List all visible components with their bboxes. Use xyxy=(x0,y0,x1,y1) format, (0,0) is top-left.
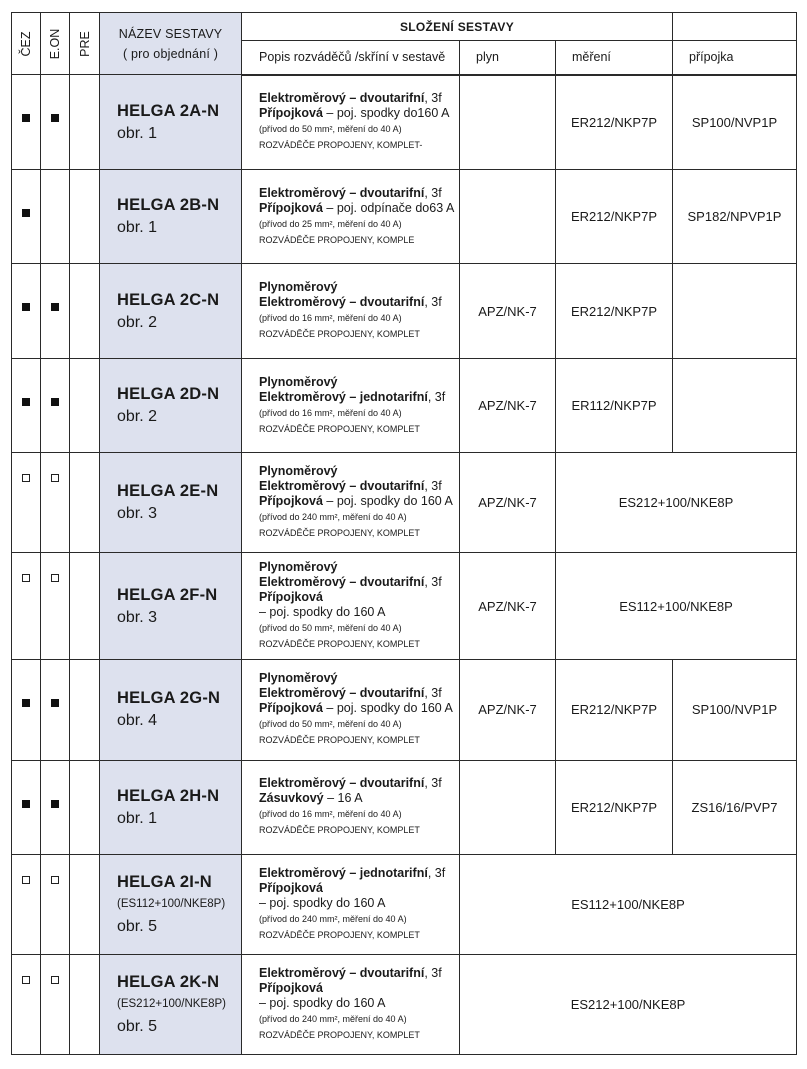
connection-value: SP182/NPVP1P xyxy=(673,170,797,264)
description-text: (přívod do 50 mm², měření do 40 A) xyxy=(259,124,402,135)
assembly-subtitle: (ES112+100/NKE8P) xyxy=(117,897,226,910)
mark-eon xyxy=(41,553,70,659)
mark-eon xyxy=(41,954,70,1054)
description-text: , 3f xyxy=(424,575,442,589)
description-line xyxy=(259,822,459,838)
assembly-name xyxy=(100,453,242,553)
description-line xyxy=(259,201,459,216)
combined-value: ES212+100/NKE8P xyxy=(556,453,797,553)
description-line xyxy=(259,776,459,791)
figure-ref: obr. 5 xyxy=(117,917,158,935)
header-description: Popis rozváděčů /skříní v sestavě xyxy=(242,41,460,75)
mark-pre xyxy=(70,760,100,854)
description-text: – poj. spodky do 160 A xyxy=(259,605,386,619)
description-line xyxy=(259,575,459,590)
description-text: , 3f xyxy=(427,865,446,880)
description xyxy=(242,954,460,1054)
description-bold: Přípojková xyxy=(259,494,323,509)
mark-pre xyxy=(70,264,100,359)
assembly-title: HELGA 2H-N xyxy=(117,786,220,805)
mark-pre xyxy=(70,170,100,264)
mark-pre xyxy=(70,75,100,170)
mark-cez xyxy=(12,453,41,553)
description-text: – poj. odpínače do63 A xyxy=(322,200,455,215)
description-bold: Přípojková xyxy=(259,106,323,121)
mark-cez xyxy=(12,954,41,1054)
description-line xyxy=(259,494,459,509)
assembly-name xyxy=(100,553,242,659)
description-text: (přívod do 16 mm², měření do 40 A) xyxy=(259,313,402,324)
connection-value: SP100/NVP1P xyxy=(673,75,797,170)
description-line xyxy=(259,479,459,494)
table-row xyxy=(12,75,797,170)
description-line xyxy=(259,310,459,326)
mark-eon xyxy=(41,453,70,553)
description-line xyxy=(259,216,459,232)
description-text: – poj. spodky do 160 A xyxy=(259,895,386,910)
header-eon: E.ON xyxy=(41,13,70,75)
assembly-name xyxy=(100,75,242,170)
assembly-title: HELGA 2B-N xyxy=(117,196,220,215)
figure-ref: obr. 1 xyxy=(117,124,158,142)
mark-cez xyxy=(12,264,41,359)
filled-square-icon xyxy=(22,398,30,406)
assembly-title: HELGA 2G-N xyxy=(117,689,221,708)
header-meter: měření xyxy=(556,41,673,75)
table-row xyxy=(12,760,797,854)
description-bold: Elektroměrový – dvoutarifní xyxy=(259,91,425,106)
assembly-title: HELGA 2D-N xyxy=(117,385,220,404)
gas-value: APZ/NK-7 xyxy=(460,264,556,359)
description-line xyxy=(259,896,459,911)
gas-value: APZ/NK-7 xyxy=(460,453,556,553)
table-row xyxy=(12,854,797,954)
meter-value: ER212/NKP7P xyxy=(556,170,673,264)
mark-cez xyxy=(12,553,41,659)
figure-ref: obr. 5 xyxy=(117,1017,158,1035)
description-text: , 3f xyxy=(424,965,442,980)
gas-value: APZ/NK-7 xyxy=(460,659,556,760)
assembly-name xyxy=(100,659,242,760)
description-bold: Elektroměrový – dvoutarifní xyxy=(259,575,425,589)
meter-value: ER212/NKP7P xyxy=(556,75,673,170)
description xyxy=(242,553,460,659)
connection-value: ZS16/16/PVP7 xyxy=(673,760,797,854)
header-gas: plyn xyxy=(460,41,556,75)
gas-value: APZ/NK-7 xyxy=(460,359,556,453)
description-text: , 3f xyxy=(424,295,442,310)
description-text: ROZVÁDĚČE PROPOJENY, KOMPLET xyxy=(259,639,420,649)
table-row xyxy=(12,359,797,453)
description-bold: Přípojková xyxy=(259,701,323,716)
mark-cez xyxy=(12,359,41,453)
mark-eon xyxy=(41,760,70,854)
description-bold: Elektroměrový – dvoutarifní xyxy=(259,965,425,980)
assembly-subtitle: (ES212+100/NKE8P) xyxy=(117,997,226,1010)
description-bold: Přípojková xyxy=(259,590,323,604)
description-line xyxy=(259,966,459,981)
description-text: ROZVÁDĚČE PROPOJENY, KOMPLET xyxy=(259,825,420,836)
assembly-title: HELGA 2I-N xyxy=(117,872,212,891)
mark-pre xyxy=(70,553,100,659)
description-text: ROZVÁDĚČE PROPOJENY, KOMPLET xyxy=(259,329,420,340)
header-name-sub: ( pro objednání ) xyxy=(122,46,219,61)
filled-square-icon xyxy=(22,114,30,122)
mark-pre xyxy=(70,453,100,553)
description-line xyxy=(259,716,459,732)
description-line xyxy=(259,525,459,541)
open-square-icon xyxy=(51,474,59,482)
table-row xyxy=(12,264,797,359)
mark-cez xyxy=(12,659,41,760)
header-composition: SLOŽENÍ SESTAVY xyxy=(242,13,673,41)
description xyxy=(242,359,460,453)
mark-pre xyxy=(70,954,100,1054)
description-text: (přívod do 50 mm², měření do 40 A) xyxy=(259,623,402,633)
combined-value: ES212+100/NKE8P xyxy=(460,954,797,1054)
description-bold: Plynoměrový xyxy=(259,374,338,389)
assembly-name xyxy=(100,760,242,854)
description-text: – poj. spodky do160 A xyxy=(322,106,450,121)
combined-value: ES112+100/NKE8P xyxy=(460,854,797,954)
description-line xyxy=(259,186,459,201)
meter-value: ER212/NKP7P xyxy=(556,760,673,854)
assembly-name xyxy=(100,359,242,453)
description-line xyxy=(259,464,459,479)
mark-pre xyxy=(70,659,100,760)
gas-value xyxy=(460,760,556,854)
description-text: – poj. spodky do 160 A xyxy=(259,995,386,1010)
table-row xyxy=(12,170,797,264)
description-text: ROZVÁDĚČE PROPOJENY, KOMPLET xyxy=(259,1029,420,1040)
figure-ref: obr. 2 xyxy=(117,408,158,426)
description-line xyxy=(259,375,459,390)
description-text: , 3f xyxy=(424,185,442,200)
description-bold: Plynoměrový xyxy=(259,464,338,479)
filled-square-icon xyxy=(22,800,30,808)
header-assembly-name xyxy=(100,13,242,75)
header-connection: přípojka xyxy=(673,41,797,75)
connection-value: SP100/NVP1P xyxy=(673,659,797,760)
description-line xyxy=(259,636,459,652)
description-line xyxy=(259,791,459,806)
description-line xyxy=(259,390,459,405)
description-line xyxy=(259,605,459,620)
description-text: (přívod do 25 mm², měření do 40 A) xyxy=(259,218,402,229)
description-line xyxy=(259,671,459,686)
description-bold: Elektroměrový – dvoutarifní xyxy=(259,185,425,200)
description-text: (přívod do 16 mm², měření do 40 A) xyxy=(259,407,402,418)
description-line xyxy=(259,881,459,896)
gas-value xyxy=(460,170,556,264)
mark-eon xyxy=(41,264,70,359)
description-bold: Elektroměrový – dvoutarifní xyxy=(259,295,425,310)
filled-square-icon xyxy=(22,303,30,311)
description xyxy=(242,453,460,553)
description-text: , 3f xyxy=(424,776,442,791)
assembly-name xyxy=(100,954,242,1054)
filled-square-icon xyxy=(51,800,59,808)
description-bold: Plynoměrový xyxy=(259,560,338,574)
description-line xyxy=(259,405,459,421)
table-row xyxy=(12,954,797,1054)
description-line xyxy=(259,295,459,310)
description-bold: Elektroměrový – dvoutarifní xyxy=(259,479,425,494)
description-text: (přívod do 16 mm², měření do 40 A) xyxy=(259,809,402,820)
description-line xyxy=(259,1011,459,1027)
description-text: , 3f xyxy=(427,389,446,404)
gas-value: APZ/NK-7 xyxy=(460,553,556,659)
header-empty-cell xyxy=(673,13,797,41)
filled-square-icon xyxy=(51,398,59,406)
description-line xyxy=(259,996,459,1011)
description-text: – poj. spodky do 160 A xyxy=(322,701,453,716)
description-line xyxy=(259,927,459,943)
description xyxy=(242,760,460,854)
description xyxy=(242,264,460,359)
description-bold: Elektroměrový – dvoutarifní xyxy=(259,686,425,701)
description-line xyxy=(259,1027,459,1043)
description-text: ROZVÁDĚČE PROPOJENY, KOMPLET- xyxy=(259,140,423,151)
table-body xyxy=(12,75,797,1055)
mark-eon xyxy=(41,170,70,264)
description-line xyxy=(259,981,459,996)
table-row xyxy=(12,553,797,659)
mark-eon xyxy=(41,75,70,170)
meter-value: ER112/NKP7P xyxy=(556,359,673,453)
meter-value: ER212/NKP7P xyxy=(556,264,673,359)
table-row xyxy=(12,453,797,553)
description-line xyxy=(259,560,459,575)
filled-square-icon xyxy=(51,303,59,311)
description-line xyxy=(259,509,459,525)
filled-square-icon xyxy=(22,209,30,217)
description-line xyxy=(259,866,459,881)
open-square-icon xyxy=(22,876,30,884)
mark-cez xyxy=(12,760,41,854)
combined-value: ES112+100/NKE8P xyxy=(556,553,797,659)
description-text: ROZVÁDĚČE PROPOJENY, KOMPLET xyxy=(259,735,420,746)
description-line xyxy=(259,326,459,342)
assembly-name xyxy=(100,854,242,954)
open-square-icon xyxy=(51,876,59,884)
assembly-name xyxy=(100,264,242,359)
mark-cez xyxy=(12,170,41,264)
description-text: ROZVÁDĚČE PROPOJENY, KOMPLET xyxy=(259,929,420,940)
description-line xyxy=(259,806,459,822)
mark-eon xyxy=(41,359,70,453)
figure-ref: obr. 3 xyxy=(117,505,158,523)
meter-value: ER212/NKP7P xyxy=(556,659,673,760)
description-text: – poj. spodky do 160 A xyxy=(322,494,453,509)
open-square-icon xyxy=(51,574,59,582)
description-text: ROZVÁDĚČE PROPOJENY, KOMPLET xyxy=(259,423,420,434)
mark-cez xyxy=(12,75,41,170)
assembly-name xyxy=(100,170,242,264)
description-text: (přívod do 240 mm², měření do 40 A) xyxy=(259,512,407,523)
filled-square-icon xyxy=(51,114,59,122)
description-bold: Elektroměrový – dvoutarifní xyxy=(259,776,425,791)
description-line xyxy=(259,732,459,748)
figure-ref: obr. 3 xyxy=(117,608,158,626)
description-text: , 3f xyxy=(424,686,442,701)
description xyxy=(242,659,460,760)
open-square-icon xyxy=(22,474,30,482)
description-line xyxy=(259,911,459,927)
mark-pre xyxy=(70,854,100,954)
header-cez: ČEZ xyxy=(12,13,41,75)
filled-square-icon xyxy=(51,699,59,707)
description-bold: Plynoměrový xyxy=(259,280,338,295)
description-text: , 3f xyxy=(424,479,442,494)
description-text: ROZVÁDĚČE PROPOJENY, KOMPLET xyxy=(259,528,420,539)
assembly-title: HELGA 2E-N xyxy=(117,482,219,501)
figure-ref: obr. 1 xyxy=(117,219,158,237)
gas-value xyxy=(460,75,556,170)
figure-ref: obr. 1 xyxy=(117,809,158,827)
description-line xyxy=(259,280,459,295)
description-text: – 16 A xyxy=(323,791,363,806)
connection-value xyxy=(673,359,797,453)
header-name-title: NÁZEV SESTAVY xyxy=(118,26,223,41)
description-line xyxy=(259,590,459,605)
description-line xyxy=(259,121,459,137)
assembly-title: HELGA 2A-N xyxy=(117,101,220,120)
description-text: ROZVÁDĚČE PROPOJENY, KOMPLE xyxy=(259,234,415,245)
figure-ref: obr. 4 xyxy=(117,712,158,730)
filled-square-icon xyxy=(22,699,30,707)
mark-pre xyxy=(70,359,100,453)
assembly-title: HELGA 2K-N xyxy=(117,972,220,991)
description-line xyxy=(259,137,459,153)
description-line xyxy=(259,91,459,106)
open-square-icon xyxy=(51,976,59,984)
description-text: (přívod do 240 mm², měření do 40 A) xyxy=(259,913,407,924)
description-bold: Elektroměrový – jednotarifní xyxy=(259,865,428,880)
assembly-title: HELGA 2F-N xyxy=(117,585,218,604)
description-bold: Zásuvkový xyxy=(259,791,324,806)
description-bold: Přípojková xyxy=(259,880,323,895)
description-bold: Elektroměrový – jednotarifní xyxy=(259,389,428,404)
description-line xyxy=(259,701,459,716)
mark-cez xyxy=(12,854,41,954)
mark-eon xyxy=(41,659,70,760)
description xyxy=(242,854,460,954)
description-line xyxy=(259,106,459,121)
table-row xyxy=(12,659,797,760)
description-bold: Plynoměrový xyxy=(259,671,338,686)
description-line xyxy=(259,686,459,701)
description-line xyxy=(259,232,459,248)
assembly-table xyxy=(11,12,797,1055)
description-text: (přívod do 240 mm², měření do 40 A) xyxy=(259,1013,407,1024)
figure-ref: obr. 2 xyxy=(117,313,158,331)
open-square-icon xyxy=(22,976,30,984)
assembly-title: HELGA 2C-N xyxy=(117,290,220,309)
description-line xyxy=(259,620,459,636)
mark-eon xyxy=(41,854,70,954)
description-bold: Přípojková xyxy=(259,200,323,215)
description-bold: Přípojková xyxy=(259,980,323,995)
connection-value xyxy=(673,264,797,359)
open-square-icon xyxy=(22,574,30,582)
description xyxy=(242,170,460,264)
description xyxy=(242,75,460,170)
description-text: , 3f xyxy=(424,91,442,106)
description-text: (přívod do 50 mm², měření do 40 A) xyxy=(259,719,402,730)
description-line xyxy=(259,421,459,437)
header-pre: PRE xyxy=(70,13,100,75)
